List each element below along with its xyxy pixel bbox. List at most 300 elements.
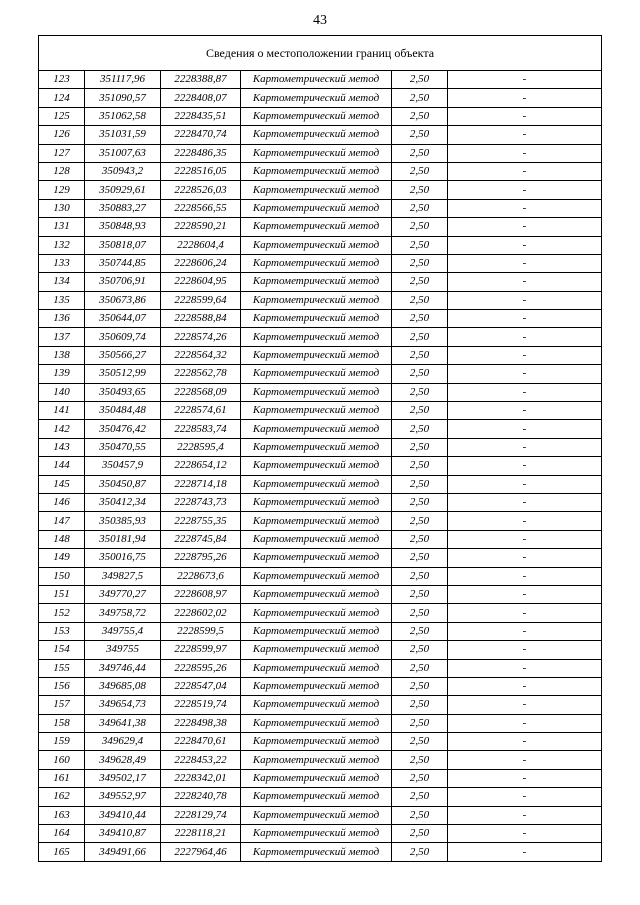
description-cell: - <box>448 622 602 640</box>
x-coordinate-cell: 350476,42 <box>85 420 161 438</box>
table-row <box>39 457 602 475</box>
point-number-cell: 144 <box>39 457 85 475</box>
x-coordinate-cell: 350744,85 <box>85 254 161 272</box>
table-row <box>39 383 602 401</box>
x-coordinate-cell: 350929,61 <box>85 181 161 199</box>
method-cell: Картометрический метод <box>241 162 392 180</box>
method-cell: Картометрический метод <box>241 328 392 346</box>
point-number-cell: 123 <box>39 71 85 89</box>
point-number-cell: 153 <box>39 622 85 640</box>
method-cell: Картометрический метод <box>241 493 392 511</box>
point-number-cell: 156 <box>39 677 85 695</box>
method-cell: Картометрический метод <box>241 71 392 89</box>
x-coordinate-cell: 349770,27 <box>85 585 161 603</box>
y-coordinate-cell: 2228606,24 <box>161 254 241 272</box>
accuracy-cell: 2,50 <box>392 475 448 493</box>
table-row <box>39 530 602 548</box>
x-coordinate-cell: 350181,94 <box>85 530 161 548</box>
accuracy-cell: 2,50 <box>392 254 448 272</box>
description-cell: - <box>448 659 602 677</box>
point-number-cell: 131 <box>39 218 85 236</box>
method-cell: Картометрический метод <box>241 696 392 714</box>
x-coordinate-cell: 350457,9 <box>85 457 161 475</box>
method-cell: Картометрический метод <box>241 677 392 695</box>
y-coordinate-cell: 2228470,61 <box>161 733 241 751</box>
y-coordinate-cell: 2228516,05 <box>161 162 241 180</box>
y-coordinate-cell: 2228599,64 <box>161 291 241 309</box>
table-row <box>39 825 602 843</box>
table-row <box>39 365 602 383</box>
x-coordinate-cell: 351031,59 <box>85 126 161 144</box>
x-coordinate-cell: 350566,27 <box>85 346 161 364</box>
x-coordinate-cell: 349654,73 <box>85 696 161 714</box>
table-row <box>39 144 602 162</box>
point-number-cell: 165 <box>39 843 85 861</box>
table-row <box>39 788 602 806</box>
table-header-row <box>39 36 602 71</box>
y-coordinate-cell: 2228588,84 <box>161 310 241 328</box>
table-row <box>39 162 602 180</box>
accuracy-cell: 2,50 <box>392 567 448 585</box>
accuracy-cell: 2,50 <box>392 493 448 511</box>
table-row <box>39 696 602 714</box>
point-number-cell: 127 <box>39 144 85 162</box>
point-number-cell: 139 <box>39 365 85 383</box>
method-cell: Картометрический метод <box>241 457 392 475</box>
accuracy-cell: 2,50 <box>392 659 448 677</box>
method-cell: Картометрический метод <box>241 273 392 291</box>
description-cell: - <box>448 567 602 585</box>
x-coordinate-cell: 350706,91 <box>85 273 161 291</box>
point-number-cell: 140 <box>39 383 85 401</box>
description-cell: - <box>448 696 602 714</box>
method-cell: Картометрический метод <box>241 733 392 751</box>
method-cell: Картометрический метод <box>241 254 392 272</box>
description-cell: - <box>448 181 602 199</box>
accuracy-cell: 2,50 <box>392 199 448 217</box>
x-coordinate-cell: 349755,4 <box>85 622 161 640</box>
method-cell: Картометрический метод <box>241 622 392 640</box>
y-coordinate-cell: 2228562,78 <box>161 365 241 383</box>
accuracy-cell: 2,50 <box>392 641 448 659</box>
x-coordinate-cell: 351007,63 <box>85 144 161 162</box>
point-number-cell: 163 <box>39 806 85 824</box>
x-coordinate-cell: 350512,99 <box>85 365 161 383</box>
x-coordinate-cell: 349628,49 <box>85 751 161 769</box>
y-coordinate-cell: 2228743,73 <box>161 493 241 511</box>
table-row <box>39 273 602 291</box>
table-row <box>39 402 602 420</box>
x-coordinate-cell: 350943,2 <box>85 162 161 180</box>
method-cell: Картометрический метод <box>241 310 392 328</box>
table-row <box>39 420 602 438</box>
accuracy-cell: 2,50 <box>392 733 448 751</box>
accuracy-cell: 2,50 <box>392 604 448 622</box>
y-coordinate-cell: 2228599,97 <box>161 641 241 659</box>
description-cell: - <box>448 677 602 695</box>
boundary-table <box>38 35 602 862</box>
description-cell: - <box>448 843 602 861</box>
x-coordinate-cell: 350848,93 <box>85 218 161 236</box>
accuracy-cell: 2,50 <box>392 438 448 456</box>
method-cell: Картометрический метод <box>241 530 392 548</box>
y-coordinate-cell: 2228590,21 <box>161 218 241 236</box>
description-cell: - <box>448 751 602 769</box>
y-coordinate-cell: 2228129,74 <box>161 806 241 824</box>
description-cell: - <box>448 346 602 364</box>
y-coordinate-cell: 2228795,26 <box>161 549 241 567</box>
description-cell: - <box>448 402 602 420</box>
table-row <box>39 733 602 751</box>
table-row <box>39 236 602 254</box>
y-coordinate-cell: 2228574,26 <box>161 328 241 346</box>
accuracy-cell: 2,50 <box>392 622 448 640</box>
method-cell: Картометрический метод <box>241 346 392 364</box>
page-number: 43 <box>313 13 327 28</box>
method-cell: Картометрический метод <box>241 383 392 401</box>
description-cell: - <box>448 714 602 732</box>
x-coordinate-cell: 351062,58 <box>85 107 161 125</box>
method-cell: Картометрический метод <box>241 512 392 530</box>
y-coordinate-cell: 2228388,87 <box>161 71 241 89</box>
description-cell: - <box>448 144 602 162</box>
accuracy-cell: 2,50 <box>392 273 448 291</box>
x-coordinate-cell: 349755 <box>85 641 161 659</box>
description-cell: - <box>448 825 602 843</box>
accuracy-cell: 2,50 <box>392 365 448 383</box>
accuracy-cell: 2,50 <box>392 825 448 843</box>
table-row <box>39 71 602 89</box>
accuracy-cell: 2,50 <box>392 788 448 806</box>
description-cell: - <box>448 806 602 824</box>
table-row <box>39 585 602 603</box>
x-coordinate-cell: 349491,66 <box>85 843 161 861</box>
method-cell: Картометрический метод <box>241 843 392 861</box>
table-row <box>39 218 602 236</box>
method-cell: Картометрический метод <box>241 402 392 420</box>
description-cell: - <box>448 365 602 383</box>
x-coordinate-cell: 349410,44 <box>85 806 161 824</box>
description-cell: - <box>448 199 602 217</box>
x-coordinate-cell: 351090,57 <box>85 89 161 107</box>
y-coordinate-cell: 2228583,74 <box>161 420 241 438</box>
description-cell: - <box>448 291 602 309</box>
x-coordinate-cell: 350470,55 <box>85 438 161 456</box>
description-cell: - <box>448 475 602 493</box>
method-cell: Картометрический метод <box>241 144 392 162</box>
description-cell: - <box>448 126 602 144</box>
accuracy-cell: 2,50 <box>392 89 448 107</box>
table-title: Сведения о местоположении границ объекта <box>39 36 602 71</box>
description-cell: - <box>448 512 602 530</box>
table-row <box>39 567 602 585</box>
method-cell: Картометрический метод <box>241 769 392 787</box>
method-cell: Картометрический метод <box>241 825 392 843</box>
table-row <box>39 107 602 125</box>
description-cell: - <box>448 493 602 511</box>
table-body <box>39 71 602 862</box>
description-cell: - <box>448 162 602 180</box>
point-number-cell: 142 <box>39 420 85 438</box>
table-row <box>39 475 602 493</box>
table-row <box>39 346 602 364</box>
table-row <box>39 493 602 511</box>
y-coordinate-cell: 2227964,46 <box>161 843 241 861</box>
accuracy-cell: 2,50 <box>392 310 448 328</box>
method-cell: Картометрический метод <box>241 181 392 199</box>
description-cell: - <box>448 310 602 328</box>
accuracy-cell: 2,50 <box>392 420 448 438</box>
accuracy-cell: 2,50 <box>392 328 448 346</box>
y-coordinate-cell: 2228654,12 <box>161 457 241 475</box>
point-number-cell: 129 <box>39 181 85 199</box>
point-number-cell: 149 <box>39 549 85 567</box>
x-coordinate-cell: 349410,87 <box>85 825 161 843</box>
x-coordinate-cell: 350644,07 <box>85 310 161 328</box>
x-coordinate-cell: 350450,87 <box>85 475 161 493</box>
y-coordinate-cell: 2228755,35 <box>161 512 241 530</box>
method-cell: Картометрический метод <box>241 236 392 254</box>
point-number-cell: 152 <box>39 604 85 622</box>
description-cell: - <box>448 254 602 272</box>
description-cell: - <box>448 273 602 291</box>
point-number-cell: 130 <box>39 199 85 217</box>
table-row <box>39 677 602 695</box>
accuracy-cell: 2,50 <box>392 236 448 254</box>
table-row <box>39 659 602 677</box>
y-coordinate-cell: 2228745,84 <box>161 530 241 548</box>
table-row <box>39 769 602 787</box>
boundary-table-container <box>38 35 601 862</box>
y-coordinate-cell: 2228498,38 <box>161 714 241 732</box>
table-row <box>39 806 602 824</box>
point-number-cell: 136 <box>39 310 85 328</box>
accuracy-cell: 2,50 <box>392 383 448 401</box>
accuracy-cell: 2,50 <box>392 457 448 475</box>
description-cell: - <box>448 236 602 254</box>
accuracy-cell: 2,50 <box>392 806 448 824</box>
table-row <box>39 549 602 567</box>
table-row <box>39 254 602 272</box>
y-coordinate-cell: 2228435,51 <box>161 107 241 125</box>
y-coordinate-cell: 2228602,02 <box>161 604 241 622</box>
point-number-cell: 145 <box>39 475 85 493</box>
point-number-cell: 137 <box>39 328 85 346</box>
x-coordinate-cell: 350818,07 <box>85 236 161 254</box>
table-row <box>39 751 602 769</box>
y-coordinate-cell: 2228486,35 <box>161 144 241 162</box>
method-cell: Картометрический метод <box>241 549 392 567</box>
y-coordinate-cell: 2228118,21 <box>161 825 241 843</box>
accuracy-cell: 2,50 <box>392 218 448 236</box>
table-row <box>39 438 602 456</box>
table-row <box>39 328 602 346</box>
table-row <box>39 181 602 199</box>
accuracy-cell: 2,50 <box>392 126 448 144</box>
table-row <box>39 622 602 640</box>
method-cell: Картометрический метод <box>241 641 392 659</box>
method-cell: Картометрический метод <box>241 567 392 585</box>
x-coordinate-cell: 350385,93 <box>85 512 161 530</box>
accuracy-cell: 2,50 <box>392 843 448 861</box>
y-coordinate-cell: 2228519,74 <box>161 696 241 714</box>
y-coordinate-cell: 2228470,74 <box>161 126 241 144</box>
point-number-cell: 150 <box>39 567 85 585</box>
table-row <box>39 89 602 107</box>
y-coordinate-cell: 2228568,09 <box>161 383 241 401</box>
point-number-cell: 159 <box>39 733 85 751</box>
y-coordinate-cell: 2228342,01 <box>161 769 241 787</box>
accuracy-cell: 2,50 <box>392 107 448 125</box>
y-coordinate-cell: 2228608,97 <box>161 585 241 603</box>
description-cell: - <box>448 585 602 603</box>
point-number-cell: 162 <box>39 788 85 806</box>
point-number-cell: 143 <box>39 438 85 456</box>
point-number-cell: 134 <box>39 273 85 291</box>
method-cell: Картометрический метод <box>241 659 392 677</box>
accuracy-cell: 2,50 <box>392 585 448 603</box>
x-coordinate-cell: 349629,4 <box>85 733 161 751</box>
point-number-cell: 141 <box>39 402 85 420</box>
y-coordinate-cell: 2228595,26 <box>161 659 241 677</box>
description-cell: - <box>448 328 602 346</box>
y-coordinate-cell: 2228714,18 <box>161 475 241 493</box>
x-coordinate-cell: 350673,86 <box>85 291 161 309</box>
point-number-cell: 158 <box>39 714 85 732</box>
point-number-cell: 133 <box>39 254 85 272</box>
y-coordinate-cell: 2228453,22 <box>161 751 241 769</box>
x-coordinate-cell: 349502,17 <box>85 769 161 787</box>
accuracy-cell: 2,50 <box>392 677 448 695</box>
method-cell: Картометрический метод <box>241 107 392 125</box>
point-number-cell: 160 <box>39 751 85 769</box>
table-row <box>39 714 602 732</box>
accuracy-cell: 2,50 <box>392 144 448 162</box>
method-cell: Картометрический метод <box>241 806 392 824</box>
accuracy-cell: 2,50 <box>392 346 448 364</box>
method-cell: Картометрический метод <box>241 218 392 236</box>
x-coordinate-cell: 349641,38 <box>85 714 161 732</box>
method-cell: Картометрический метод <box>241 420 392 438</box>
method-cell: Картометрический метод <box>241 714 392 732</box>
description-cell: - <box>448 769 602 787</box>
table-row <box>39 641 602 659</box>
x-coordinate-cell: 350016,75 <box>85 549 161 567</box>
x-coordinate-cell: 350493,65 <box>85 383 161 401</box>
point-number-cell: 154 <box>39 641 85 659</box>
accuracy-cell: 2,50 <box>392 181 448 199</box>
y-coordinate-cell: 2228564,32 <box>161 346 241 364</box>
accuracy-cell: 2,50 <box>392 714 448 732</box>
description-cell: - <box>448 733 602 751</box>
x-coordinate-cell: 349746,44 <box>85 659 161 677</box>
point-number-cell: 151 <box>39 585 85 603</box>
accuracy-cell: 2,50 <box>392 402 448 420</box>
x-coordinate-cell: 351117,96 <box>85 71 161 89</box>
accuracy-cell: 2,50 <box>392 530 448 548</box>
point-number-cell: 126 <box>39 126 85 144</box>
x-coordinate-cell: 349685,08 <box>85 677 161 695</box>
x-coordinate-cell: 350412,34 <box>85 493 161 511</box>
point-number-cell: 157 <box>39 696 85 714</box>
method-cell: Картометрический метод <box>241 365 392 383</box>
point-number-cell: 125 <box>39 107 85 125</box>
y-coordinate-cell: 2228599,5 <box>161 622 241 640</box>
y-coordinate-cell: 2228604,95 <box>161 273 241 291</box>
description-cell: - <box>448 218 602 236</box>
table-row <box>39 512 602 530</box>
y-coordinate-cell: 2228408,07 <box>161 89 241 107</box>
description-cell: - <box>448 549 602 567</box>
accuracy-cell: 2,50 <box>392 751 448 769</box>
accuracy-cell: 2,50 <box>392 769 448 787</box>
description-cell: - <box>448 641 602 659</box>
method-cell: Картометрический метод <box>241 199 392 217</box>
x-coordinate-cell: 349827,5 <box>85 567 161 585</box>
table-row <box>39 310 602 328</box>
point-number-cell: 146 <box>39 493 85 511</box>
accuracy-cell: 2,50 <box>392 549 448 567</box>
method-cell: Картометрический метод <box>241 751 392 769</box>
point-number-cell: 164 <box>39 825 85 843</box>
x-coordinate-cell: 350609,74 <box>85 328 161 346</box>
description-cell: - <box>448 420 602 438</box>
point-number-cell: 124 <box>39 89 85 107</box>
point-number-cell: 138 <box>39 346 85 364</box>
table-row <box>39 126 602 144</box>
table-row <box>39 843 602 861</box>
point-number-cell: 147 <box>39 512 85 530</box>
y-coordinate-cell: 2228595,4 <box>161 438 241 456</box>
accuracy-cell: 2,50 <box>392 291 448 309</box>
description-cell: - <box>448 604 602 622</box>
accuracy-cell: 2,50 <box>392 162 448 180</box>
method-cell: Картометрический метод <box>241 438 392 456</box>
point-number-cell: 155 <box>39 659 85 677</box>
method-cell: Картометрический метод <box>241 126 392 144</box>
method-cell: Картометрический метод <box>241 291 392 309</box>
accuracy-cell: 2,50 <box>392 512 448 530</box>
description-cell: - <box>448 530 602 548</box>
description-cell: - <box>448 71 602 89</box>
description-cell: - <box>448 107 602 125</box>
description-cell: - <box>448 438 602 456</box>
table-row <box>39 199 602 217</box>
y-coordinate-cell: 2228673,6 <box>161 567 241 585</box>
method-cell: Картометрический метод <box>241 604 392 622</box>
method-cell: Картометрический метод <box>241 788 392 806</box>
method-cell: Картометрический метод <box>241 585 392 603</box>
x-coordinate-cell: 349552,97 <box>85 788 161 806</box>
accuracy-cell: 2,50 <box>392 71 448 89</box>
method-cell: Картометрический метод <box>241 475 392 493</box>
description-cell: - <box>448 383 602 401</box>
point-number-cell: 148 <box>39 530 85 548</box>
y-coordinate-cell: 2228526,03 <box>161 181 241 199</box>
y-coordinate-cell: 2228574,61 <box>161 402 241 420</box>
description-cell: - <box>448 788 602 806</box>
description-cell: - <box>448 89 602 107</box>
point-number-cell: 132 <box>39 236 85 254</box>
x-coordinate-cell: 350484,48 <box>85 402 161 420</box>
x-coordinate-cell: 350883,27 <box>85 199 161 217</box>
description-cell: - <box>448 457 602 475</box>
y-coordinate-cell: 2228547,04 <box>161 677 241 695</box>
point-number-cell: 135 <box>39 291 85 309</box>
table-row <box>39 291 602 309</box>
y-coordinate-cell: 2228604,4 <box>161 236 241 254</box>
x-coordinate-cell: 349758,72 <box>85 604 161 622</box>
